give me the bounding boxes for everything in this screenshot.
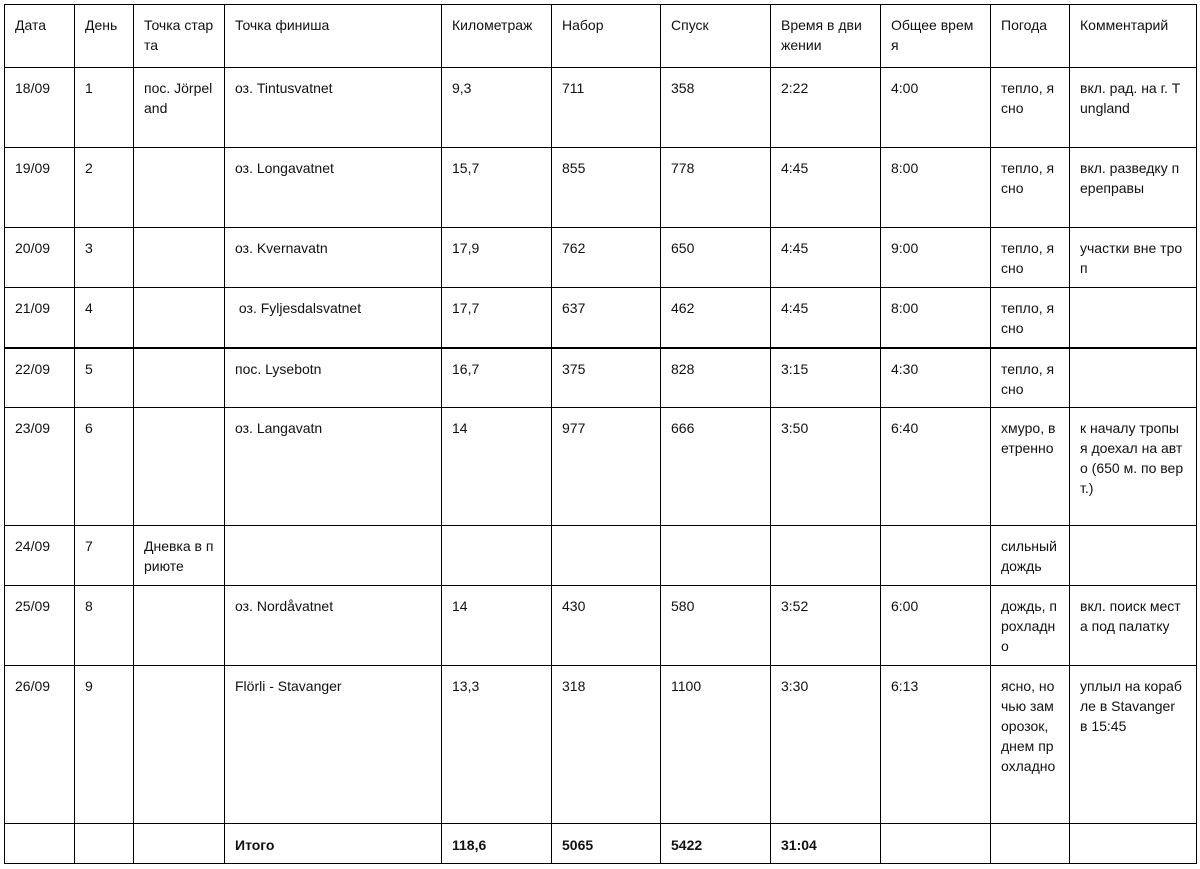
cell-start: [134, 288, 225, 348]
cell-finish: оз. Nordåvatnet: [225, 586, 442, 666]
cell-descent: 828: [661, 348, 771, 408]
cell-start: [134, 586, 225, 666]
cell-weather: тепло, ясно: [991, 228, 1070, 288]
cell-weather: тепло, ясно: [991, 148, 1070, 228]
cell-day: 8: [75, 586, 134, 666]
header-date: Дата: [5, 5, 75, 68]
header-finish: Точка финиша: [225, 5, 442, 68]
cell-start: [134, 348, 225, 408]
cell-date: 25/09: [5, 586, 75, 666]
total-moving-time: 31:04: [771, 824, 881, 864]
cell-moving-time: 4:45: [771, 288, 881, 348]
cell-descent: 580: [661, 586, 771, 666]
table-row: [5, 68, 1197, 148]
cell-finish: оз. Fyljesdalsvatnet: [225, 288, 442, 348]
cell-finish: оз. Langavatn: [225, 408, 442, 526]
table-row: [5, 348, 1197, 408]
cell-comment: вкл. рад. на г. Tungland: [1070, 68, 1197, 148]
cell-km: 17,7: [442, 288, 552, 348]
table-row: [5, 666, 1197, 824]
cell-date: 24/09: [5, 526, 75, 586]
cell-moving-time: 3:50: [771, 408, 881, 526]
cell-descent: 462: [661, 288, 771, 348]
hiking-log-table: [4, 4, 1197, 864]
cell-total-time: 9:00: [881, 228, 991, 288]
cell-total-time: 4:30: [881, 348, 991, 408]
cell-descent: 358: [661, 68, 771, 148]
cell-day: 9: [75, 666, 134, 824]
cell-day: 2: [75, 148, 134, 228]
cell-moving-time: [771, 526, 881, 586]
cell-comment: вкл. разведку переправы: [1070, 148, 1197, 228]
table-row: [5, 526, 1197, 586]
cell-total-time: 6:00: [881, 586, 991, 666]
cell-start: [134, 824, 225, 864]
cell-km: 13,3: [442, 666, 552, 824]
cell-descent: 1100: [661, 666, 771, 824]
header-day: День: [75, 5, 134, 68]
cell-start: [134, 666, 225, 824]
cell-ascent: 637: [552, 288, 661, 348]
cell-ascent: 762: [552, 228, 661, 288]
cell-date: 26/09: [5, 666, 75, 824]
cell-date: 18/09: [5, 68, 75, 148]
cell-total-time: 8:00: [881, 148, 991, 228]
cell-comment: к началу тропы я доехал на авто (650 м. по верт.): [1070, 408, 1197, 526]
cell-total-time: 8:00: [881, 288, 991, 348]
cell-km: 14: [442, 586, 552, 666]
cell-start: [134, 228, 225, 288]
cell-descent: 778: [661, 148, 771, 228]
cell-day: 4: [75, 288, 134, 348]
cell-total-time: 6:13: [881, 666, 991, 824]
cell-weather: сильный дождь: [991, 526, 1070, 586]
header-start: Точка старта: [134, 5, 225, 68]
cell-start: [134, 408, 225, 526]
cell-moving-time: 3:30: [771, 666, 881, 824]
cell-moving-time: 3:52: [771, 586, 881, 666]
total-row: [5, 824, 1197, 864]
cell-total-time: 6:40: [881, 408, 991, 526]
cell-weather: тепло, ясно: [991, 68, 1070, 148]
cell-total-time: [881, 526, 991, 586]
cell-date: 23/09: [5, 408, 75, 526]
cell-ascent: [552, 526, 661, 586]
header-descent: Спуск: [661, 5, 771, 68]
cell-start: [134, 148, 225, 228]
table-row: [5, 408, 1197, 526]
header-ascent: Набор: [552, 5, 661, 68]
cell-ascent: 430: [552, 586, 661, 666]
table-row: [5, 288, 1197, 348]
cell-day: 7: [75, 526, 134, 586]
header-row: [5, 5, 1197, 68]
cell-ascent: 375: [552, 348, 661, 408]
cell-moving-time: 2:22: [771, 68, 881, 148]
cell-weather: хмуро, ветренно: [991, 408, 1070, 526]
cell-comment: участки вне троп: [1070, 228, 1197, 288]
cell-finish: оз. Kvernavatn: [225, 228, 442, 288]
cell-day: 5: [75, 348, 134, 408]
cell-moving-time: 4:45: [771, 148, 881, 228]
cell-day: 6: [75, 408, 134, 526]
table-row: [5, 586, 1197, 666]
cell-moving-time: 4:45: [771, 228, 881, 288]
total-km: 118,6: [442, 824, 552, 864]
cell-date: 21/09: [5, 288, 75, 348]
cell-comment: [1070, 288, 1197, 348]
cell-date: 20/09: [5, 228, 75, 288]
cell-finish: оз. Longavatnet: [225, 148, 442, 228]
cell-day: 3: [75, 228, 134, 288]
cell-ascent: 977: [552, 408, 661, 526]
cell-weather: дождь, прохладно: [991, 586, 1070, 666]
cell-comment: уплыл на корабле в Stavanger в 15:45: [1070, 666, 1197, 824]
header-km: Километраж: [442, 5, 552, 68]
cell-finish: [225, 526, 442, 586]
total-label: Итого: [225, 824, 442, 864]
cell-km: 9,3: [442, 68, 552, 148]
cell-km: 16,7: [442, 348, 552, 408]
cell-descent: [661, 526, 771, 586]
cell-km: 15,7: [442, 148, 552, 228]
table-row: [5, 148, 1197, 228]
cell-comment: [1070, 348, 1197, 408]
cell-km: 14: [442, 408, 552, 526]
cell-date: 22/09: [5, 348, 75, 408]
cell-descent: 666: [661, 408, 771, 526]
cell-weather: ясно, ночью заморозок, днем прохладно: [991, 666, 1070, 824]
total-descent: 5422: [661, 824, 771, 864]
cell-km: [442, 526, 552, 586]
cell-finish: оз. Tintusvatnet: [225, 68, 442, 148]
cell-comment: [1070, 824, 1197, 864]
cell-finish: пос. Lysebotn: [225, 348, 442, 408]
header-weather: Погода: [991, 5, 1070, 68]
header-moving-time: Время в движении: [771, 5, 881, 68]
cell-weather: [991, 824, 1070, 864]
cell-date: [5, 824, 75, 864]
cell-descent: 650: [661, 228, 771, 288]
cell-start: пос. Jörpeland: [134, 68, 225, 148]
total-ascent: 5065: [552, 824, 661, 864]
header-comment: Комментарий: [1070, 5, 1197, 68]
cell-date: 19/09: [5, 148, 75, 228]
cell-ascent: 711: [552, 68, 661, 148]
cell-km: 17,9: [442, 228, 552, 288]
cell-comment: [1070, 526, 1197, 586]
cell-ascent: 855: [552, 148, 661, 228]
cell-day: 1: [75, 68, 134, 148]
cell-comment: вкл. поиск места под палатку: [1070, 586, 1197, 666]
cell-moving-time: 3:15: [771, 348, 881, 408]
cell-ascent: 318: [552, 666, 661, 824]
cell-finish: Flörli - Stavanger: [225, 666, 442, 824]
table-row: [5, 228, 1197, 288]
cell-start: Дневка в приюте: [134, 526, 225, 586]
cell-day: [75, 824, 134, 864]
cell-weather: тепло, ясно: [991, 288, 1070, 348]
cell-weather: тепло, ясно: [991, 348, 1070, 408]
header-total-time: Общее время: [881, 5, 991, 68]
cell-total-time: [881, 824, 991, 864]
cell-total-time: 4:00: [881, 68, 991, 148]
